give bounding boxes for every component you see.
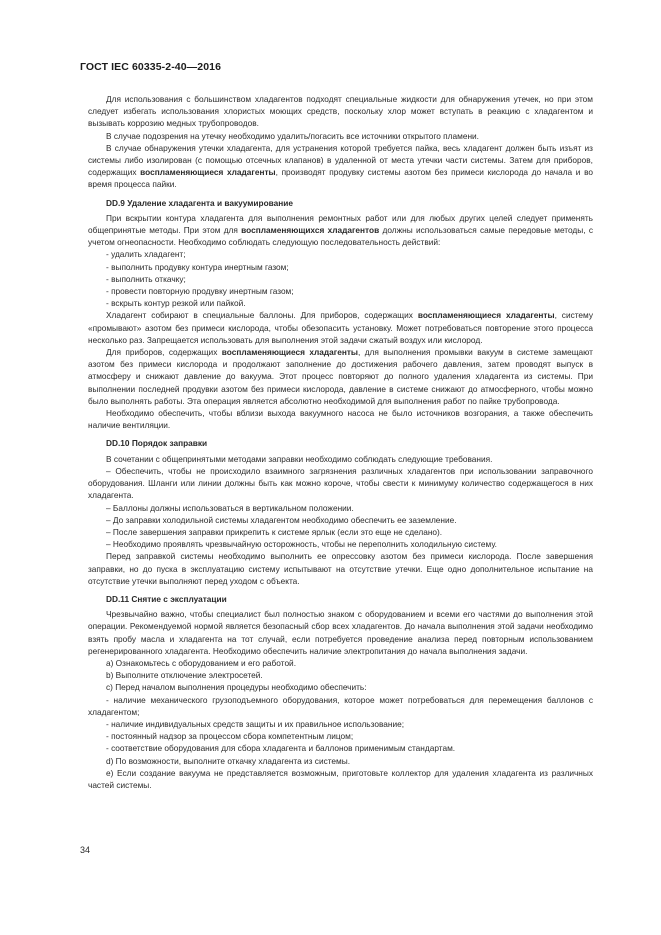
list-item: – Обеспечить, чтобы не происходило взаимного загрязнения различных хладагентов при использовании заправочного оборудования. Шланги или линии должны быть как можно короче, чтобы свести к минимуму количество содержащегося в них хладагента. [88, 465, 593, 501]
list-item: – Баллоны должны использоваться в вертикальном положении. [106, 502, 354, 513]
paragraph: При вскрытии контура хладагента для выполнения ремонтных работ или для любых других целей следует применять общепринятые методы. При этом для воспламеняющихся хладагентов должны использоваться самые передовые методы, с учетом огнеопасности. Необходимо соблюдать следующую последовательность действий: [88, 212, 593, 248]
list-item: - провести повторную продувку инертным газом; [106, 286, 294, 297]
list-item: - наличие индивидуальных средств защиты и их правильное использование; [106, 718, 405, 729]
list-item: - наличие механического грузоподъемного оборудования, которое может потребоваться для перемещения баллонов с хладагентом; [88, 694, 593, 717]
paragraph: Для приборов, содержащих воспламеняющиеся хладагенты, для выполнения промывки вакуум в системе замещают азотом без примеси кислорода и продолжают заполнение до достижения рабочего давления, затем проводят выпуск в атмосферу и снижают давление до вакуума. Этот процесс повторяют до полного удаления хладагента из системы. При выполнении последней продувки азотом без примеси кислорода, давление в системе снижают до атмосферного, чтобы можно было выполнять работы. Эта операция является абсолютно необходимой для выполнения работ по пайке трубопровода. [88, 347, 593, 406]
paragraph: В случае подозрения на утечку необходимо удалить/погасить все источники открытого пламени. [106, 130, 479, 141]
document-body [88, 93, 593, 791]
paragraph: Перед заправкой системы необходимо выполнить ее опрессовку азотом без примеси кислорода. После завершения заправки, но до пуска в эксплуатацию систему испытывают на отсутствие утечки. Еще одно дополнительное испытание на отсутствие утечки выполняют перед уходом с объекта. [88, 551, 593, 586]
list-item: c) Перед началом выполнения процедуры необходимо обеспечить: [106, 682, 367, 693]
list-item: d) По возможности, выполните откачку хладагента из системы. [106, 755, 351, 766]
list-item: e) Если создание вакуума не представляется возможным, приготовьте коллектор для удаления хладагента из различных частей системы. [88, 767, 593, 790]
paragraph: Необходимо обеспечить, чтобы вблизи выхода вакуумного насоса не было источников возгорания, а также обеспечить наличие вентиляции. [88, 408, 593, 431]
list-item: a) Ознакомьтесь с оборудованием и его работой. [106, 657, 296, 668]
section-heading: DD.11 Снятие с эксплуатации [106, 593, 227, 604]
page-number: 34 [80, 845, 91, 855]
list-item: - постоянный надзор за процессом сбора компетентным лицом; [106, 731, 354, 742]
section-heading: DD.10 Порядок заправки [106, 438, 208, 449]
paragraph: Для использования с большинством хладагентов подходят специальные жидкости для обнаружения утечек, но при этом следует избегать использования хлористых моющих средств, поскольку хлор может вступать в реакцию с хладагентом и вызывать коррозию медных трубопроводов. [88, 94, 593, 129]
list-item: – До заправки холодильной системы хладагентом необходимо обеспечить ее заземление. [106, 514, 457, 525]
list-item: - соответствие оборудования для сбора хладагента и баллонов применимым стандартам. [106, 743, 456, 754]
list-item: – После завершения заправки прикрепить к системе ярлык (если это еще не сделано). [106, 526, 443, 537]
document-header: ГОСТ IEC 60335-2-40—2016 [80, 61, 222, 73]
list-item: - вскрыть контур резкой или пайкой. [106, 298, 246, 309]
list-item: - удалить хладагент; [106, 249, 186, 260]
section-heading: DD.9 Удаление хладагента и вакуумирование [106, 197, 293, 208]
paragraph: В сочетании с общепринятыми методами заправки необходимо соблюдать следующие требования. [106, 453, 493, 464]
list-item: - выполнить откачку; [106, 273, 186, 284]
list-item: – Необходимо проявлять чрезвычайную осторожность, чтобы не переполнить холодильную систему. [106, 539, 497, 550]
paragraph: Хладагент собирают в специальные баллоны. Для приборов, содержащих воспламеняющиеся хладагенты, систему «промывают» азотом без примеси кислорода, чтобы обезопасить установку. Может потребоваться повторение этого процесса несколько раз. Запрещается использовать для выполнения этой задачи сжатый воздух или кислород. [88, 310, 593, 345]
list-item: b) Выполните отключение электросетей. [106, 670, 263, 681]
paragraph: В случае обнаружения утечки хладагента, для устранения которой требуется пайка, весь хладагент должен быть изъят из системы либо изолирован (с помощью отсечных клапанов) в удаленной от места утечки части системы. Затем для приборов, содержащих воспламеняющиеся хладагенты, производят продувку системы азотом без примеси кислорода до начала и во время процесса пайки. [88, 142, 593, 190]
paragraph: Чрезвычайно важно, чтобы специалист был полностью знаком с оборудованием и всеми его частями до выполнения этой операции. Рекомендуемой нормой является безопасный сбор всех хладагентов. До начала выполнения этой задачи необходимо взять пробу масла и хладагента на тот случай, если потребуется проведение анализа перед повторным использованием регенерированного хладагента. Необходимо обеспечить наличие электропитания до начала выполнения задачи. [88, 609, 593, 656]
list-item: - выполнить продувку контура инертным газом; [106, 261, 289, 272]
